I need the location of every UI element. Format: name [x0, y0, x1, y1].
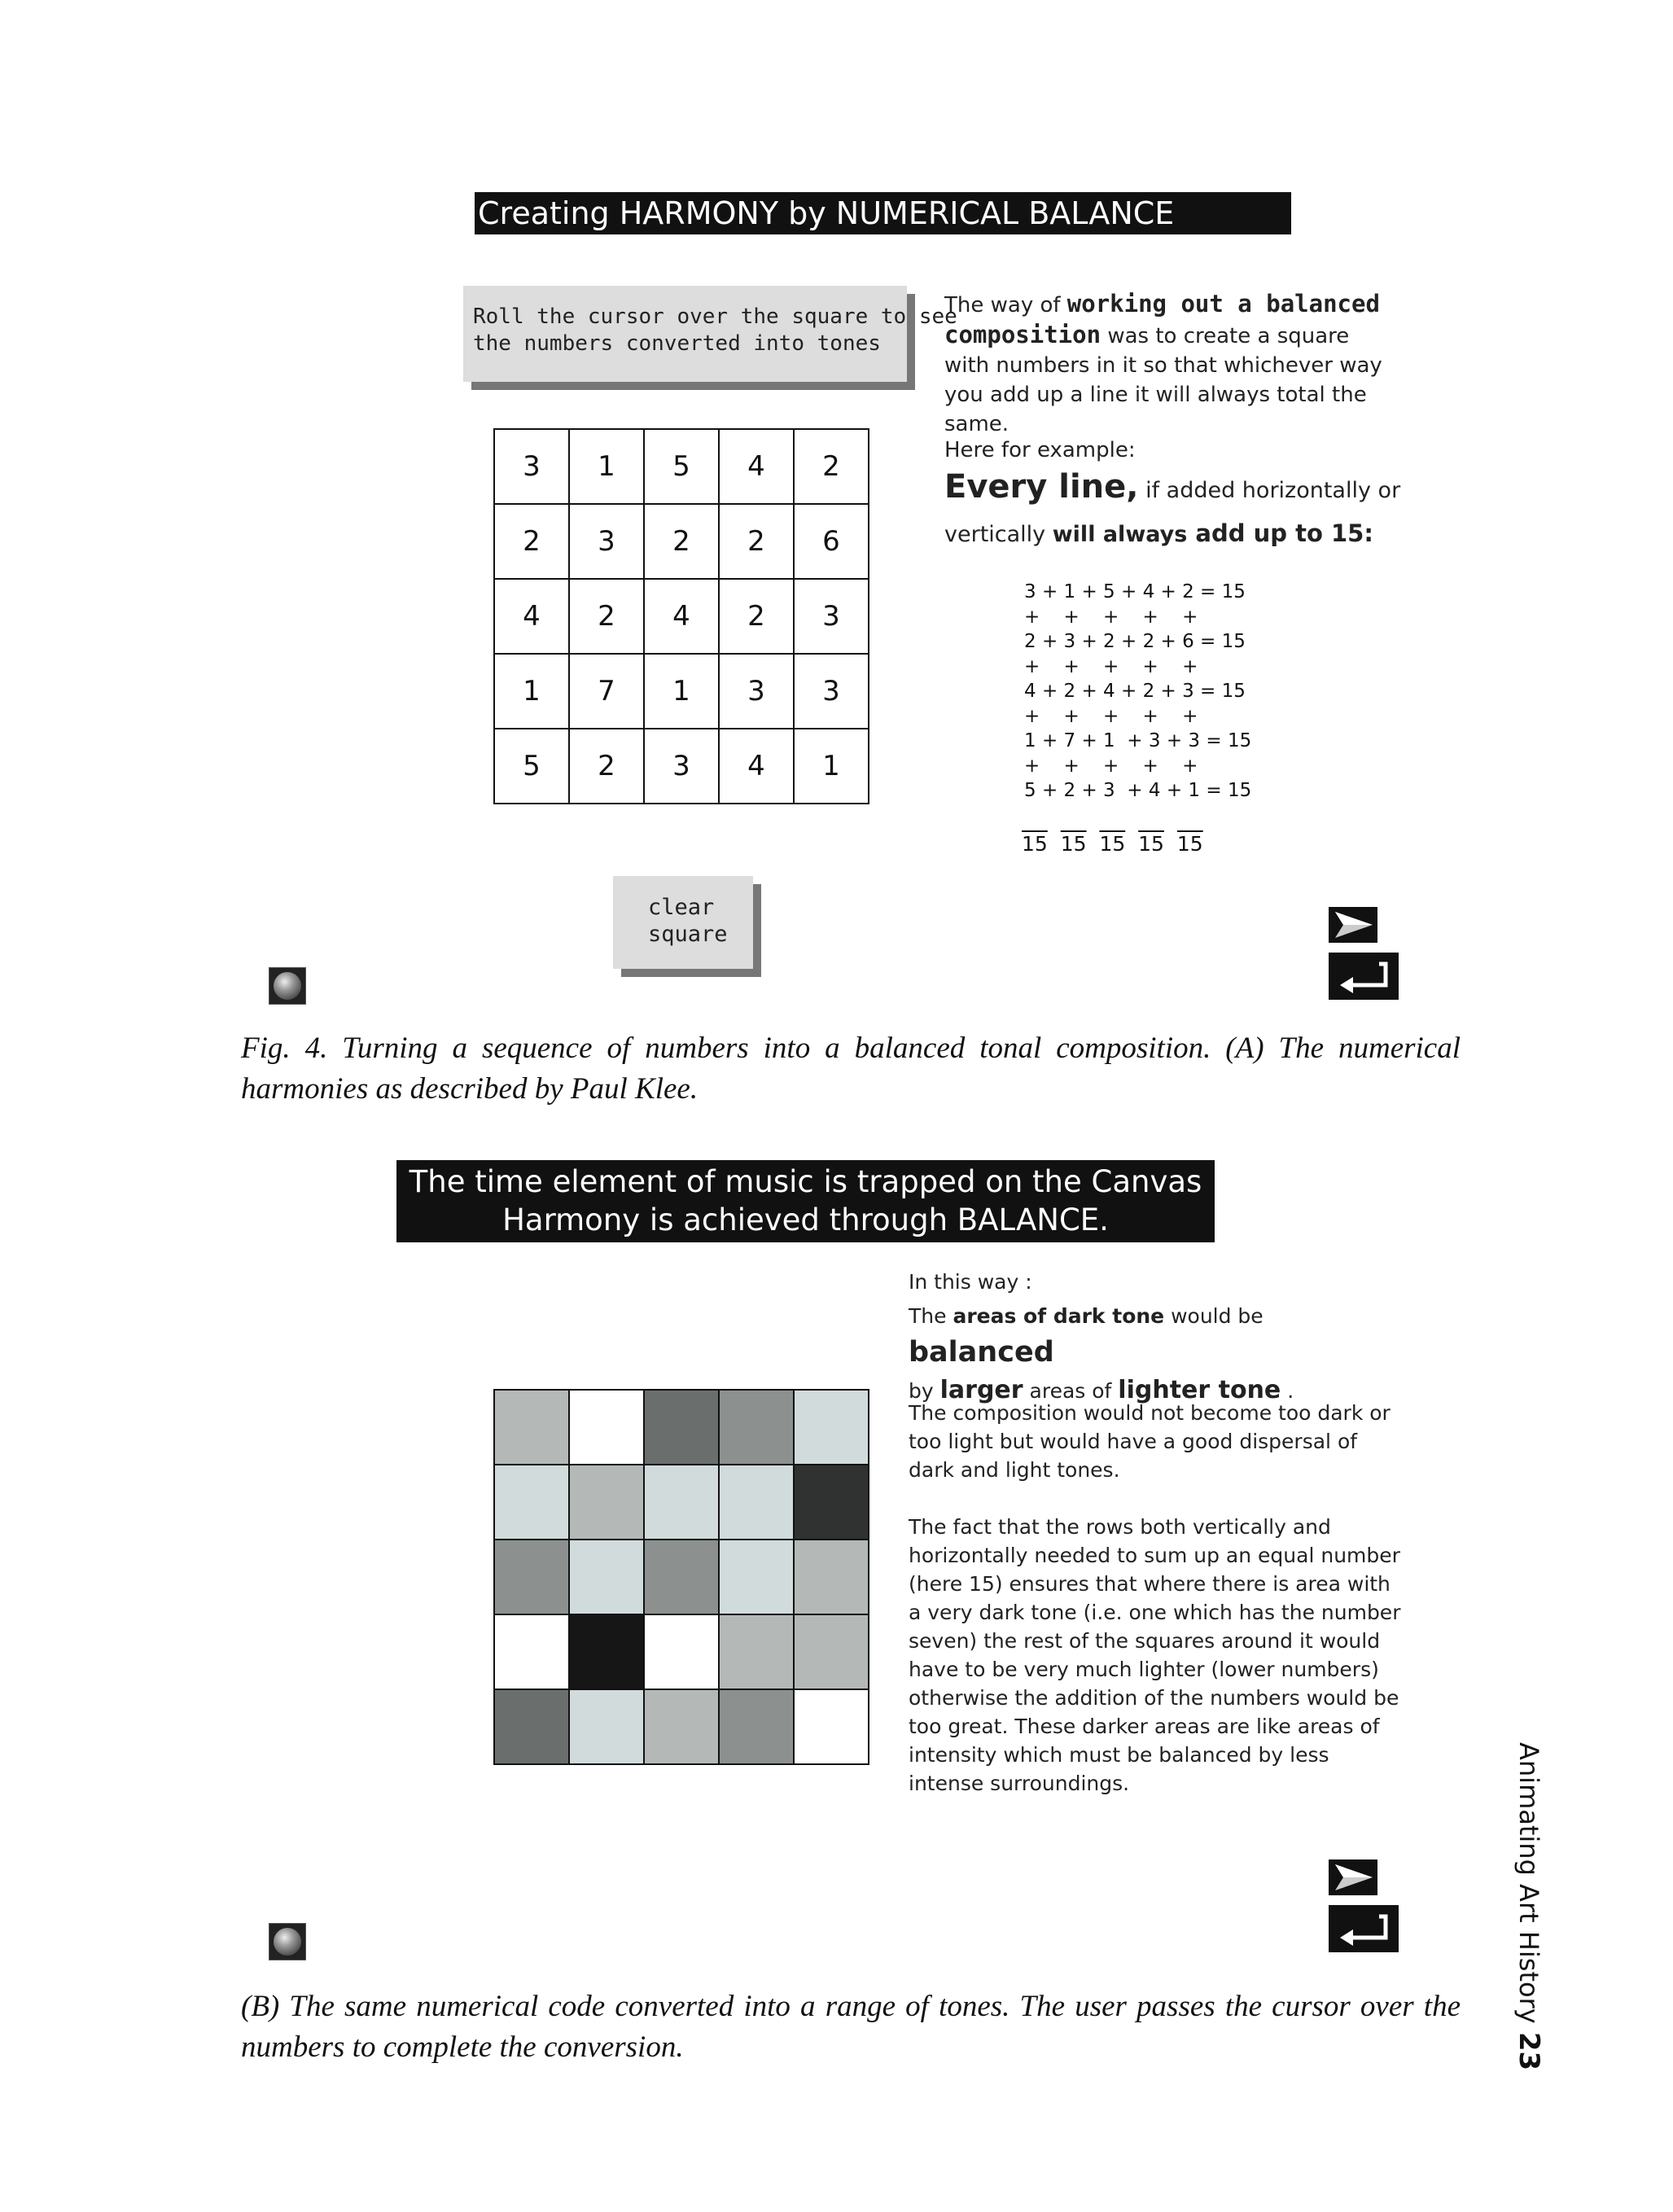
grid-cell[interactable]: 4 — [494, 579, 569, 654]
return-arrow-icon[interactable] — [1329, 953, 1399, 1000]
grid-cell[interactable]: 1 — [569, 429, 644, 504]
column-total: 15 — [1060, 832, 1087, 856]
tone-cell[interactable] — [794, 1390, 869, 1465]
instruction-line-2: the numbers converted into tones — [473, 331, 881, 356]
grid-cell[interactable]: 5 — [494, 729, 569, 804]
tone-row — [494, 1540, 869, 1614]
tone-cell[interactable] — [494, 1465, 569, 1540]
running-head — [1506, 1742, 1555, 2071]
tone-cell[interactable] — [644, 1465, 719, 1540]
grid-cell[interactable]: 7 — [569, 654, 644, 729]
grid-cell[interactable]: 1 — [644, 654, 719, 729]
tone-cell[interactable] — [794, 1689, 869, 1764]
stmt-would-be: would be — [1164, 1304, 1264, 1328]
will-always-text: will always — [1052, 522, 1188, 547]
page-number: 23 — [1513, 2031, 1545, 2071]
add-up-text: add up to 15 — [1187, 519, 1364, 547]
stmt-by: by — [909, 1379, 940, 1403]
grid-cell[interactable]: 2 — [569, 729, 644, 804]
tone-cell[interactable] — [644, 1540, 719, 1614]
tone-cell[interactable] — [569, 1614, 644, 1689]
return-arrow-icon[interactable] — [1329, 1905, 1399, 1952]
tone-cell[interactable] — [644, 1689, 719, 1764]
sphere-icon[interactable] — [269, 967, 306, 1005]
tone-cell[interactable] — [794, 1465, 869, 1540]
grid-cell[interactable]: 2 — [644, 504, 719, 579]
grid-cell[interactable]: 4 — [719, 429, 794, 504]
every-line-text: Every line, — [944, 468, 1139, 506]
figure-a-title: Creating HARMONY by NUMERICAL BALANCE — [475, 192, 1291, 234]
tone-cell[interactable] — [644, 1390, 719, 1465]
grid-cell[interactable]: 3 — [794, 654, 869, 729]
tone-grid[interactable] — [493, 1389, 869, 1765]
grid-cell[interactable]: 3 — [644, 729, 719, 804]
tone-row — [494, 1390, 869, 1465]
grid-cell[interactable]: 4 — [719, 729, 794, 804]
tone-cell[interactable] — [494, 1614, 569, 1689]
grid-row — [494, 504, 869, 579]
next-arrow-icon[interactable] — [1329, 907, 1377, 943]
tone-cell[interactable] — [794, 1540, 869, 1614]
tone-cell[interactable] — [719, 1465, 794, 1540]
grid-cell[interactable]: 1 — [494, 654, 569, 729]
tone-cell[interactable] — [494, 1540, 569, 1614]
figure-b-title — [396, 1160, 1215, 1242]
in-this-way-label: In this way : — [909, 1270, 1032, 1294]
column-total: 15 — [1176, 832, 1203, 856]
grid-cell[interactable]: 6 — [794, 504, 869, 579]
balance-statement — [909, 1299, 1413, 1409]
next-arrow-icon[interactable] — [1329, 1859, 1377, 1895]
square-label: square — [648, 922, 728, 947]
column-total: 15 — [1022, 832, 1048, 856]
explanation-text: The way of — [944, 293, 1067, 318]
explanation-bold: working out a balanced composition — [944, 290, 1380, 348]
sphere-icon[interactable] — [269, 1923, 306, 1960]
every-line-statement — [944, 466, 1449, 556]
balanced-text: balanced — [909, 1336, 1054, 1369]
figure-b-caption: (B) The same numerical code converted into a range of tones. The user passes the cursor over the numbers to complete the conversion. — [241, 1990, 1461, 2064]
stmt-the: The — [909, 1304, 953, 1328]
grid-cell[interactable]: 3 — [494, 429, 569, 504]
tone-cell[interactable] — [794, 1614, 869, 1689]
composition-paragraph: The composition would not become too dark or too light but would have a good dispersal of dark and light tones. — [909, 1401, 1391, 1482]
balance-explanation — [944, 289, 1400, 439]
instruction-panel — [463, 286, 957, 382]
stmt-areas-of: areas of — [1023, 1379, 1119, 1403]
column-totals — [1022, 832, 1203, 856]
tone-cell[interactable] — [719, 1540, 794, 1614]
column-total: 15 — [1138, 832, 1164, 856]
grid-row — [494, 579, 869, 654]
grid-cell[interactable]: 4 — [644, 579, 719, 654]
tone-cell[interactable] — [569, 1689, 644, 1764]
grid-cell[interactable]: 2 — [569, 579, 644, 654]
grid-cell[interactable]: 1 — [794, 729, 869, 804]
figure-b-title-line-1: The time element of music is trapped on the Canvas — [409, 1164, 1202, 1199]
rows-paragraph: The fact that the rows both vertically and horizontally needed to sum up an equal number (here 15) ensures that where there is area with a very dark tone (i.e. one which has the number seven) the rest of the squares around it would have to be very much lighter (lower numbers) otherwise the addition of the numbers would be too great. These darker areas are like areas of intensity which must be balanced by less intense surroundings. — [909, 1515, 1401, 1795]
tone-cell[interactable] — [494, 1689, 569, 1764]
grid-cell[interactable]: 2 — [719, 579, 794, 654]
tone-cell[interactable] — [494, 1390, 569, 1465]
figure-b-title-line-2: Harmony is achieved through BALANCE. — [502, 1202, 1109, 1237]
example-label: Here for example: — [944, 438, 1136, 462]
stmt-period: . — [1281, 1379, 1294, 1403]
figure-a-caption: Fig. 4. Turning a sequence of numbers into a balanced tonal composition. (A) The numerical harmonies as described by Paul Klee. — [241, 1032, 1461, 1106]
grid-cell[interactable]: 3 — [794, 579, 869, 654]
tone-row — [494, 1614, 869, 1689]
colon: : — [1364, 519, 1373, 547]
clear-label: clear — [648, 895, 715, 920]
tone-cell[interactable] — [569, 1465, 644, 1540]
grid-row — [494, 654, 869, 729]
running-head-title: Animating Art History — [1513, 1742, 1544, 2024]
grid-cell[interactable]: 2 — [794, 429, 869, 504]
sum-equations: 3 + 1 + 5 + 4 + 2 = 15 + + + + + 2 + 3 + 2 + 2 + 6 = 15 + + + + + 4 + 2 + 4 + 2 + 3 = 15 + + + + + 1 + 7 + 1 + 3 + 3 = 15 + + + + + 5 + 2 + 3 + 4 + 1 = 15 — [1024, 581, 1252, 801]
tone-cell[interactable] — [719, 1689, 794, 1764]
tone-row — [494, 1465, 869, 1540]
grid-cell[interactable]: 5 — [644, 429, 719, 504]
grid-cell[interactable]: 3 — [719, 654, 794, 729]
number-grid[interactable] — [493, 428, 869, 804]
grid-row — [494, 429, 869, 504]
grid-cell[interactable]: 2 — [719, 504, 794, 579]
tone-cell[interactable] — [569, 1540, 644, 1614]
larger-text: larger — [939, 1376, 1023, 1404]
areas-dark-tone: areas of dark tone — [953, 1304, 1165, 1328]
clear-square-button[interactable] — [613, 876, 753, 969]
grid-cell[interactable]: 3 — [569, 504, 644, 579]
grid-row — [494, 729, 869, 804]
lighter-tone-text: lighter tone — [1118, 1376, 1281, 1404]
tone-cell[interactable] — [719, 1614, 794, 1689]
grid-cell[interactable]: 2 — [494, 504, 569, 579]
tone-cell[interactable] — [644, 1614, 719, 1689]
explanation-text-rest: was to create a square with numbers in it so that whichever way you add up a line it will always total the same. — [944, 324, 1382, 436]
every-line-mid: if added horizontally or vertically — [944, 478, 1401, 547]
column-total: 15 — [1099, 832, 1126, 856]
tone-row — [494, 1689, 869, 1764]
instruction-line-1: Roll the cursor over the square to see — [473, 304, 957, 329]
tone-cell[interactable] — [719, 1390, 794, 1465]
tone-cell[interactable] — [569, 1390, 644, 1465]
